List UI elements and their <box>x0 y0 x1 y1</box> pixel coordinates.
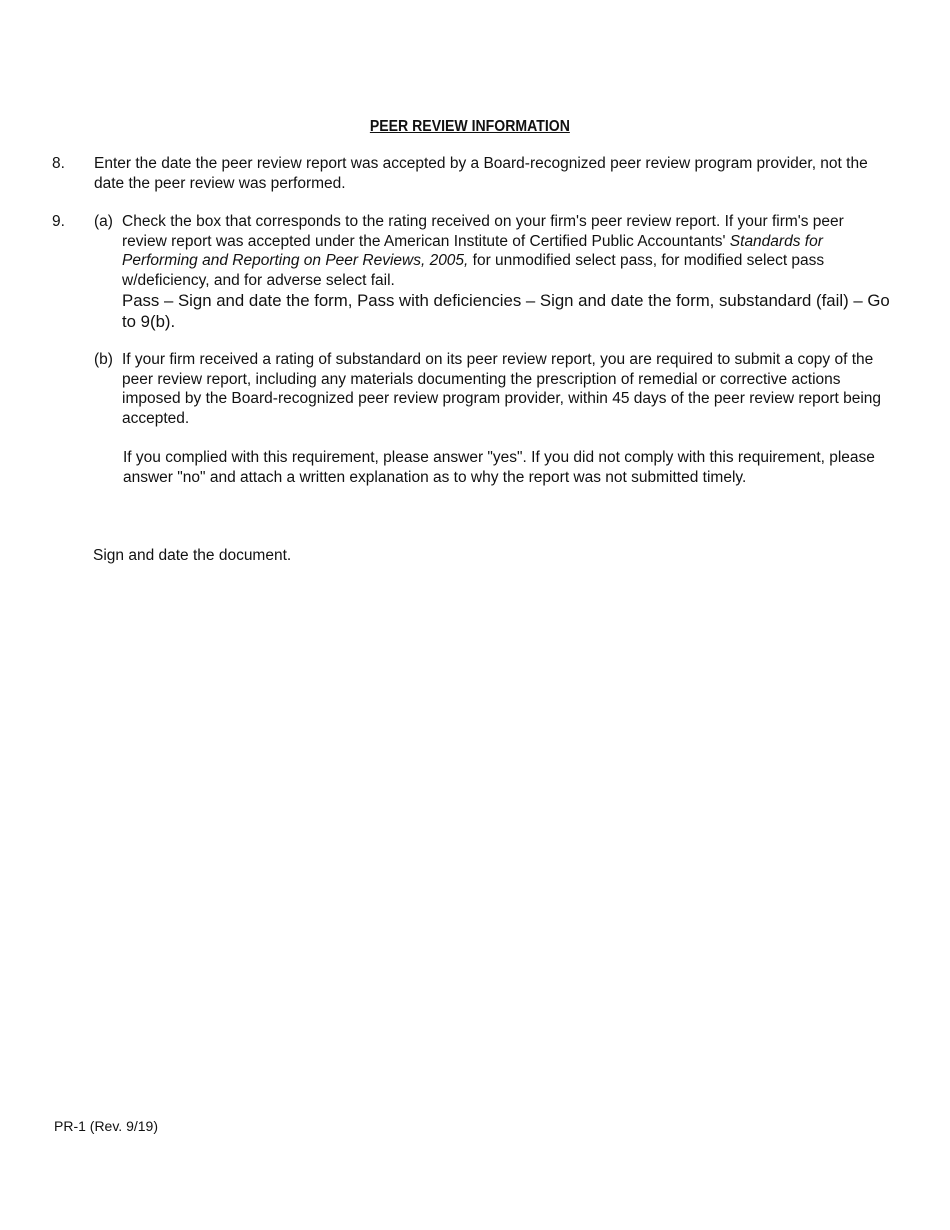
item-9b-text: If your firm received a rating of substandard on its peer review report, you are required to submit a copy of the peer review report, including any materials documenting the prescription of remedial or corrective actions imposed by the Board-recognized peer review program provider, within 45 days of the peer review report being accepted. <box>122 351 882 427</box>
item-8-text: Enter the date the peer review report was accepted by a Board-recognized peer review program provider, not the date the peer review was performed. <box>94 155 868 192</box>
item-9b-compliance: If you complied with this requirement, please answer "yes". If you did not comply with this requirement, please answer "no" and attach a written explanation as to why the report was not submitted timely. <box>123 449 875 486</box>
item-9a-body <box>122 212 892 332</box>
item-9a-text <box>122 212 892 290</box>
item-number: 9. <box>52 213 65 230</box>
sign-instruction: Sign and date the document. <box>93 547 292 564</box>
subitem-label: (a) <box>94 213 113 230</box>
item-9a-rest: for unmodified select pass, for modified select pass w/deficiency, and for adverse select fail. <box>122 252 825 289</box>
subitem-label: (b) <box>94 351 113 368</box>
item-9a-instructions: Pass – Sign and date the form, Pass with deficiencies – Sign and date the form, substandard (fail) – Go to 9(b). <box>122 291 890 331</box>
form-id: PR-1 (Rev. 9/19) <box>54 1118 158 1134</box>
page-title: PEER REVIEW INFORMATION <box>369 118 570 135</box>
item-9b-body <box>122 350 892 428</box>
item-number: 8. <box>52 155 65 172</box>
item-9a-standards-title: Standards for Performing and Reporting on Peer Reviews, 2005, <box>122 232 823 269</box>
item-9a-intro: Check the box that corresponds to the rating received on your firm's peer review report. If your firm's peer review report was accepted under the American Institute of Certified Public Accountants' <box>122 213 844 250</box>
